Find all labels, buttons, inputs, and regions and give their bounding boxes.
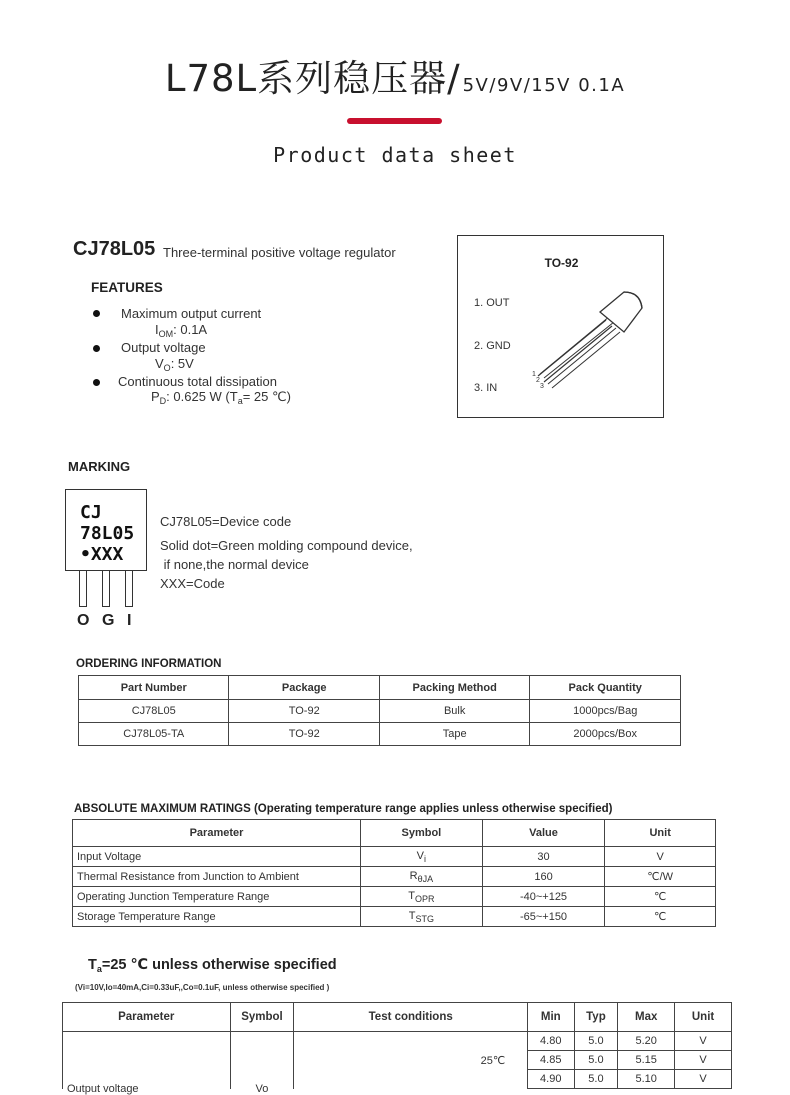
pin-label: 1. OUT (474, 297, 510, 309)
table-header-row (79, 676, 681, 700)
ordering-table (78, 675, 681, 746)
table-cell: V (605, 847, 716, 867)
feature-label: Continuous total dissipation (118, 374, 277, 389)
title-main: L78L系列稳压器/ (164, 57, 461, 100)
table-cell: 25℃ (459, 1032, 528, 1089)
column-header: Symbol (361, 820, 483, 847)
table-header-row (73, 820, 716, 847)
table-cell: Input Voltage (73, 847, 361, 867)
to92-package-icon (528, 286, 658, 396)
feature-value: $P_D$: 0.625 W ($T_a= 25$ ℃) (151, 389, 291, 406)
table-cell: $R_{\theta JA}$ (361, 867, 483, 887)
table-row (73, 867, 716, 887)
marking-heading: MARKING (68, 459, 131, 474)
table-cell: Tape (379, 723, 529, 746)
table-cell: ℃/W (605, 867, 716, 887)
column-header: Part Number (79, 676, 229, 700)
column-header: Symbol (230, 1003, 294, 1032)
column-header: Package (229, 676, 379, 700)
package-diagram (457, 235, 664, 418)
table-cell: TO-92 (229, 723, 379, 746)
table-cell: 5.0 (574, 1051, 618, 1070)
table-row (73, 907, 716, 927)
table-cell: 4.90 (527, 1070, 574, 1089)
column-header: Packing Method (379, 676, 529, 700)
table-cell: $T_{STG}$ (361, 907, 483, 927)
chip-leg (79, 571, 87, 607)
table-cell: $T_{OPR}$ (361, 887, 483, 907)
chip-line: •XXX (80, 544, 124, 565)
bullet-icon (93, 379, 100, 386)
column-header: Max (618, 1003, 675, 1032)
bullet-icon (93, 310, 100, 317)
pin-number: 2 (536, 377, 540, 384)
table-row (79, 723, 681, 746)
pin-label: 2. GND (474, 340, 511, 352)
table-row (79, 700, 681, 723)
title-sub: 5V/9V/15V 0.1A (462, 75, 626, 96)
marking-chip (65, 489, 147, 571)
feature-label: Output voltage (121, 340, 206, 355)
table-cell: 4.80 (527, 1032, 574, 1051)
feature-value: $I_{OM}$: 0.1A (155, 322, 208, 339)
marking-legend: XXX=Code (160, 576, 225, 591)
chip-text (80, 502, 134, 565)
table-row (63, 1032, 732, 1051)
feature-value: $V_O$: 5V (155, 356, 194, 373)
accent-bar (347, 118, 442, 124)
table-cell: 5.0 (574, 1032, 618, 1051)
marking-legend: CJ78L05=Device code (160, 514, 292, 529)
abs-max-table (72, 819, 716, 927)
table-cell: V (675, 1051, 732, 1070)
table-row (73, 847, 716, 867)
table-cell: 5.10 (618, 1070, 675, 1089)
column-header: Typ (574, 1003, 618, 1032)
column-header: Unit (605, 820, 716, 847)
column-header: Pack Quantity (530, 676, 681, 700)
table-cell: Operating Junction Temperature Range (73, 887, 361, 907)
table-cell: -40~+125 (482, 887, 605, 907)
bullet-icon (93, 345, 100, 352)
table-cell: Output voltage (63, 1032, 231, 1089)
feature-label: Maximum output current (121, 306, 262, 321)
table-cell: 5.0 (574, 1070, 618, 1089)
leg-label: G (102, 612, 115, 629)
table-cell: CJ78L05 (79, 700, 229, 723)
column-header: Min (527, 1003, 574, 1032)
features-heading: FEATURES (91, 280, 163, 295)
table-cell: $V_i$ (361, 847, 483, 867)
table-cell: 160 (482, 867, 605, 887)
table-cell: TO-92 (229, 700, 379, 723)
table-cell: ℃ (605, 887, 716, 907)
elec-table (62, 1002, 732, 1095)
part-number: CJ78L05 (73, 238, 156, 260)
table-cell: V (675, 1032, 732, 1051)
marking-legend: Solid dot=Green molding compound device, (160, 538, 413, 553)
pin-number: 3 (540, 383, 544, 390)
table-row (73, 887, 716, 907)
chip-leg (125, 571, 133, 607)
page-title (0, 48, 790, 102)
table-cell: 2000pcs/Box (530, 723, 681, 746)
table-cell (294, 1032, 459, 1089)
table-cell: Thermal Resistance from Junction to Ambient (73, 867, 361, 887)
column-header: Unit (675, 1003, 732, 1032)
table-cell: 5.15 (618, 1051, 675, 1070)
pin-number: 1 (532, 371, 536, 378)
ordering-heading: ORDERING INFORMATION (76, 658, 222, 670)
package-title: TO-92 (544, 256, 579, 270)
table-header-row (63, 1003, 732, 1032)
table-cell: 4.85 (527, 1051, 574, 1070)
chip-line: CJ (80, 502, 102, 523)
leg-label: I (127, 612, 132, 629)
leg-label: O (77, 612, 90, 629)
table-cell: V (675, 1070, 732, 1089)
table-cell: Bulk (379, 700, 529, 723)
table-cell: ℃ (605, 907, 716, 927)
table-cell: 5.20 (618, 1032, 675, 1051)
table-cell: Storage Temperature Range (73, 907, 361, 927)
column-header: Parameter (63, 1003, 231, 1032)
abs-max-heading: ABSOLUTE MAXIMUM RATINGS (Operating temperature range applies unless otherwise specified) (74, 803, 613, 815)
part-description: Three-terminal positive voltage regulator (163, 245, 396, 260)
column-header: Value (482, 820, 605, 847)
marking-legend: if none,the normal device (160, 557, 309, 572)
elec-conditions: (Vi=10V,Io=40mA,Ci=0.33uF,,Co=0.1uF, unless otherwise specified ) (75, 983, 330, 992)
chip-leg (102, 571, 110, 607)
page-subtitle: Product data sheet (273, 143, 517, 167)
chip-line: 78L05 (80, 523, 135, 544)
column-header: Parameter (73, 820, 361, 847)
elec-heading: $T_a=25$ ℃ unless otherwise specified (88, 957, 337, 974)
table-cell: 1000pcs/Bag (530, 700, 681, 723)
table-cell: 30 (482, 847, 605, 867)
table-cell: CJ78L05-TA (79, 723, 229, 746)
pin-label: 3. IN (474, 382, 498, 394)
column-header: Test conditions (294, 1003, 527, 1032)
table-cell: Vo (230, 1032, 294, 1089)
table-cell: -65~+150 (482, 907, 605, 927)
